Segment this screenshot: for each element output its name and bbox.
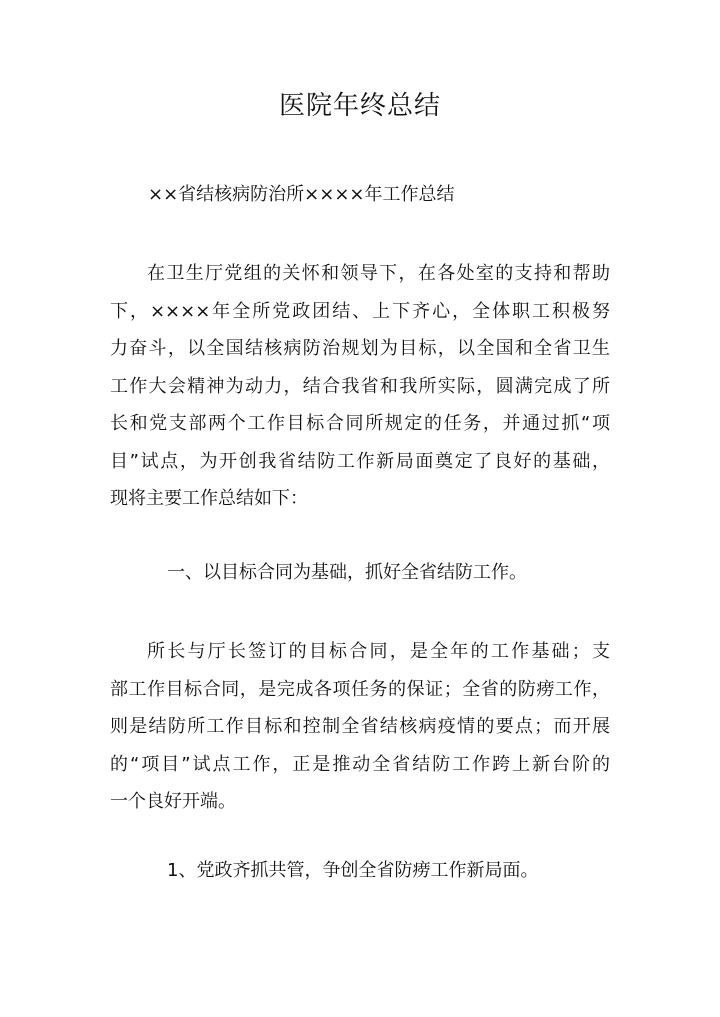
- paragraph-line: 力奋斗，以全国结核病防治规划为目标，以全国和全省卫生: [110, 338, 610, 359]
- paragraph-line: 部工作目标合同，是完成各项任务的保证；全省的防痨工作，: [110, 678, 610, 700]
- paragraph-line: 目”试点，为开创我省结防工作新局面奠定了良好的基础，: [110, 450, 610, 472]
- paragraph-section-1: [110, 633, 610, 821]
- paragraph-line: 长和党支部两个工作目标合同所规定的任务，并通过抓“项: [110, 413, 610, 434]
- subsection-heading-1: 1、党政齐抓共管，争创全省防痨工作新局面。: [167, 860, 539, 881]
- paragraph-line: 则是结防所工作目标和控制全省结核病疫情的要点；而开展: [110, 716, 610, 737]
- paragraph-line: 在卫生厅党组的关怀和领导下，在各处室的支持和帮助: [147, 263, 610, 284]
- paragraph-line: 现将主要工作总结如下：: [110, 488, 308, 509]
- paragraph-line: 工作大会精神为动力，结合我省和我所实际，圆满完成了所: [110, 375, 610, 397]
- paragraph-intro: [110, 255, 610, 518]
- section-heading-1: 一、以目标合同为基础，抓好全省结防工作。: [167, 562, 527, 583]
- document-subtitle: ××省结核病防治所××××年工作总结: [148, 184, 455, 205]
- paragraph-line: 所长与厅长签订的目标合同，是全年的工作基础；支: [147, 641, 610, 662]
- paragraph-line: 的“项目”试点工作，正是推动全省结防工作跨上新台阶的: [110, 753, 610, 775]
- paragraph-line: 下，××××年全所党政团结、上下齐心，全体职工积极努: [110, 300, 610, 322]
- paragraph-line: 一个良好开端。: [110, 791, 236, 812]
- document-title: 医院年终总结: [278, 91, 441, 121]
